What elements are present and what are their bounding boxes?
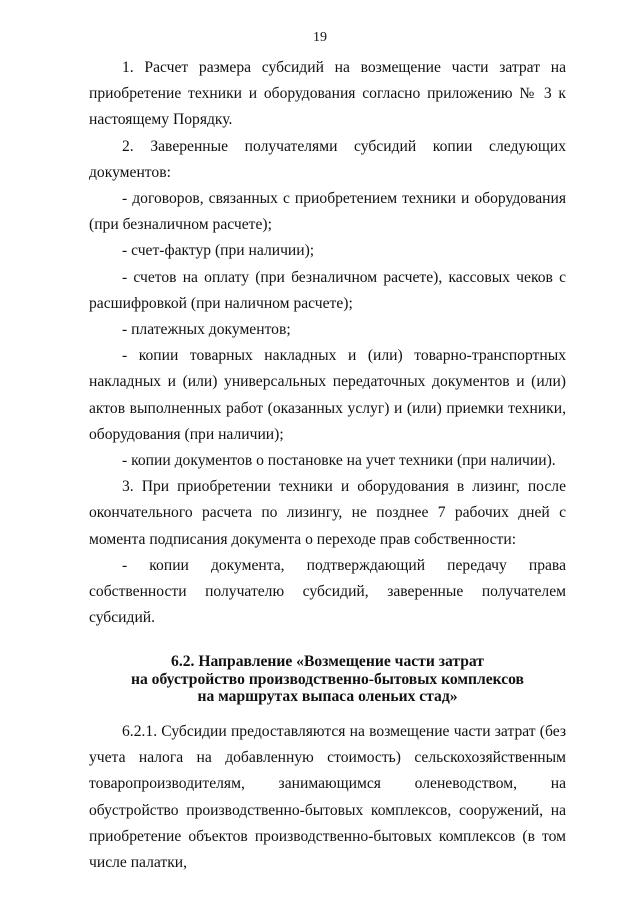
section-heading bbox=[89, 653, 566, 706]
document-body bbox=[89, 55, 566, 876]
paragraph-item-2-documents: 2. Заверенные получателями субсидий копии следующих документов: bbox=[89, 137, 566, 181]
paragraph-6-2-1: 6.2.1. Субсидии предоставляются на возмещение части затрат (без учета налога на добавленную стоимость) сельскохозяйственным товаропроизводителям, занимающимся оленеводством, на обустройство производственно-бытовых комплексов, сооружений, на приобретение объектов производственно-бытовых комплексов (в том числе палатки, bbox=[89, 722, 566, 871]
paragraph-item-1-calculation: 1. Расчет размера субсидий на возмещение части затрат на приобретение техники и оборудования согласно приложению № 3 к настоящему Порядку. bbox=[89, 59, 566, 129]
list-item-ownership-transfer: - копии документа, подтверждающий передачу права собственности получателю субсидий, заверенные получателем субсидий. bbox=[89, 556, 566, 627]
paragraph-item-3-leasing: 3. При приобретении техники и оборудования в лизинг, после окончательного расчета по лизингу, не позднее 7 рабочих дней с момента подписания документа о переходе прав собственности: bbox=[89, 478, 566, 548]
list-item-payment-documents: - платежных документов; bbox=[122, 321, 291, 339]
list-item-waybills: - копии товарных накладных и (или) товарно-транспортных накладных и (или) универсальных передаточных документов и (или) актов выполненных работ (оказанных услуг) и (или) приемки техники, оборудования (при наличии); bbox=[89, 347, 566, 443]
list-item-registration-documents: - копии документов о постановке на учет техники (при наличии). bbox=[122, 452, 556, 470]
section-heading-line: на маршрутах выпаса оленьих стад» bbox=[197, 688, 458, 706]
list-item-payment-bills: - счетов на оплату (при безналичном расчете), кассовых чеков с расшифровкой (при наличном расчете); bbox=[89, 268, 566, 312]
section-heading-line: 6.2. Направление «Возмещение части затрат bbox=[171, 653, 484, 671]
section-heading-line: на обустройство производственно-бытовых комплексов bbox=[131, 670, 524, 688]
page-number: 19 bbox=[313, 30, 327, 45]
list-item-contracts: - договоров, связанных с приобретением техники и оборудования (при безналичном расчете); bbox=[89, 190, 566, 234]
list-item-invoices: - счет-фактур (при наличии); bbox=[122, 242, 315, 260]
